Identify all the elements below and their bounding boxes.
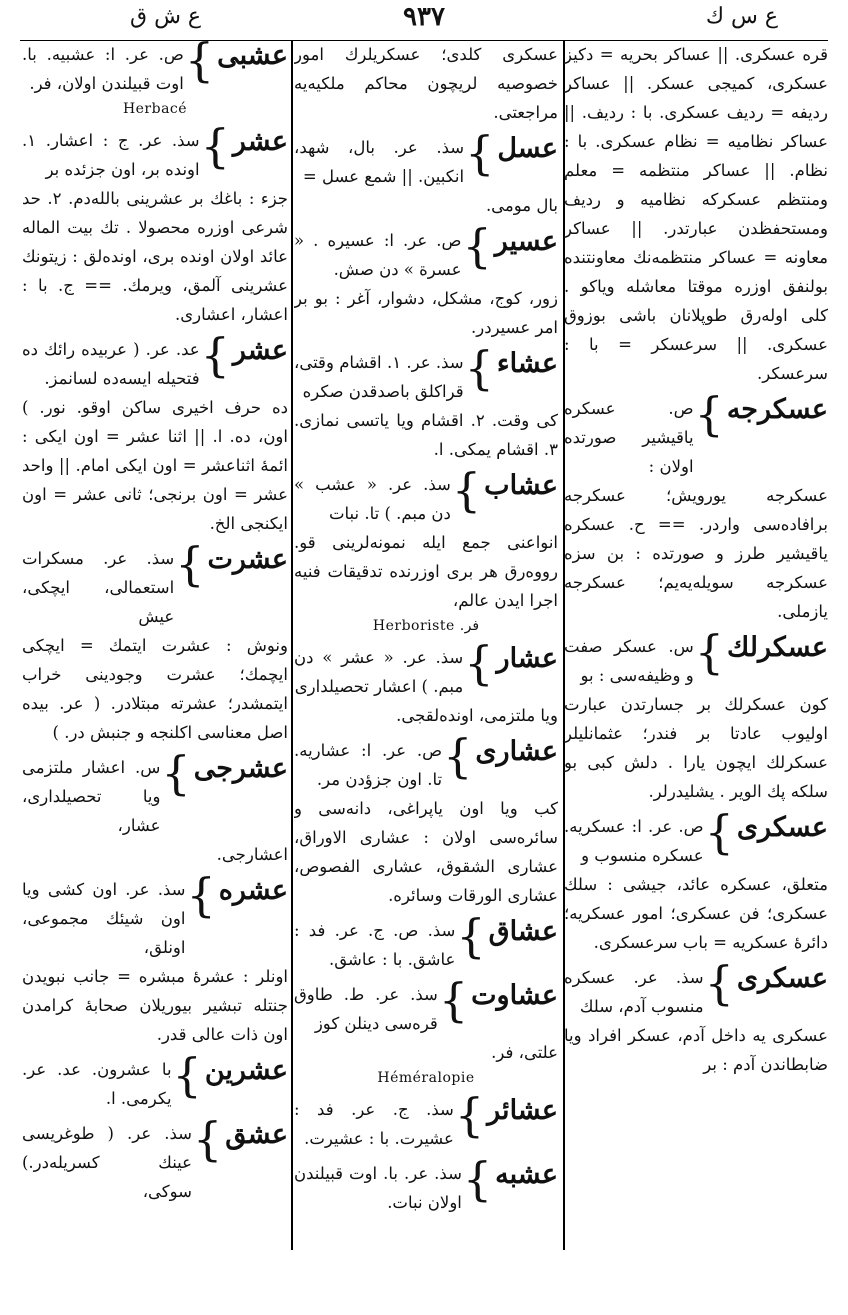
definition-text: جزء : باغك بر عشرینی بالله‌دم. ۲. حد شرعی اوزره محصولا . تك بیت المالە عائد اولان اونده بری، اونده‌لق : زیتونك عشرینی آلمق، ویرمك. == ج. ﺑﺎ : اعشار، اعشاری. — [22, 189, 288, 324]
headword: عشاوت — [471, 980, 558, 1011]
brace-glyph: { — [465, 126, 495, 180]
definition-first-lines: سذ. ص. ج. عر. فد : عاشق. ﺑﺎ : عاشق. — [294, 921, 456, 969]
entry-heading-row — [294, 341, 558, 406]
brace-glyph: { — [464, 636, 494, 690]
headword: عسکری — [736, 812, 828, 843]
brace-glyph: { — [462, 1152, 493, 1206]
dictionary-entry — [564, 625, 828, 806]
headword: عشرین — [204, 1055, 288, 1086]
brace-glyph: { — [172, 1048, 202, 1102]
headword: عشار — [496, 643, 558, 674]
column-left — [22, 40, 288, 1270]
brace-glyph: { — [193, 1112, 223, 1166]
definition-text: عسکری یه داخل آدم، عسکر افراد ویا ضابطاندن آدم : بر — [564, 1026, 828, 1074]
brace-glyph: { — [464, 341, 494, 395]
definition-first-lines: سذ. عر. « عشر » دن مبم. ) اعشار تحصیلداری — [294, 648, 464, 696]
definition-text: ویا ملتزمی، اونده‌لقجی. — [396, 706, 558, 725]
definition-first-lines: سذ. عر. ۱. اقشام وقتی، قراکلق باصدقدن صکره — [294, 353, 464, 401]
definition-first-lines: س. اعشار ملتزمی ویا تحصیلداری، عشار، — [22, 758, 161, 835]
page-header — [20, 0, 828, 41]
definition-first-lines: سذ. عر. اون کشی ویا اون شیئك مجموعی، اونلق، — [22, 880, 186, 957]
entry-heading-row — [294, 1152, 558, 1217]
entry-heading-row — [294, 463, 558, 528]
definition-first-lines: سذ. عر. « عشب » دن مبم. ) ﺗﺎ. نبات — [294, 475, 451, 523]
definition-first-lines: ص. عر. ا: عسیره . « عسرة » دن صش. — [294, 231, 462, 279]
dictionary-entry — [294, 973, 558, 1089]
definition-text: بال مومی. — [485, 196, 558, 215]
dictionary-entry — [294, 126, 558, 220]
entry-heading-row — [294, 219, 558, 284]
headword: عسکرلك — [727, 632, 828, 663]
headword: عشرت — [207, 544, 288, 575]
brace-glyph: { — [462, 219, 492, 273]
brace-glyph: { — [704, 805, 734, 859]
headword: عسیر — [494, 226, 558, 257]
definition-text: کون عسکرلك بر جسارتدن عبارت اولیوب عادتا بر فندر؛ عثمانلیلر عسکرلك ایچون یارا . دلش کبی بو سلکه پك الویر . یشلیدرلر. — [564, 695, 828, 801]
definition-text: انواعنی جمع ایله نمونه‌لرینی قو. رووه‌رق هر بری اوزرنده تدقیقات فنیه اجرا ایدن عالم، — [294, 533, 558, 610]
headword: عشاب — [484, 470, 558, 501]
headword: عشائر — [487, 1095, 558, 1126]
definition-first-lines: ص. عر. ا: عشاریه. ﺗﺎ. اون جزؤدن مر. — [294, 741, 443, 789]
french-equivalent: Herbacé — [122, 101, 188, 117]
page-number: ۹۳۷ — [403, 2, 445, 32]
entry-heading-row — [22, 40, 288, 98]
entry-heading-row — [564, 805, 828, 870]
definition-first-lines: سذ. عر. بال، شهد، انکبین. || شمع عسل = — [294, 138, 465, 186]
definition-first-lines: ص. عر. ا: عسکریه. عسکره منسوب و — [564, 817, 704, 865]
entry-heading-row — [564, 956, 828, 1021]
headword: عشر — [232, 126, 288, 157]
dictionary-entry — [22, 868, 288, 1049]
brace-glyph: { — [443, 729, 473, 783]
brace-glyph: { — [175, 537, 205, 591]
entry-heading-row — [22, 1112, 288, 1206]
dictionary-entry — [22, 119, 288, 329]
definition-first-lines: سذ. عر. ( طوغریسی عینك کسریله‌در.) سوکی، — [22, 1124, 192, 1201]
continuation-text: قره عسکری. || عساکر بحریه = دکیز عسکری، کمیجی عسکر. || عساکر ردیفه = ردیف عسکری. ﺑﺎ : ردیف. ||عساکر نظامیه = نظام عسکری. ﺑﺎ : نظام. || عساکر منتظمه = معلم ومنتظم عسکرکه نظامیه و ردیف ومستحفظدن عبارتدر. || عساکر معاونه = عساکر منتظمه‌نك معاونتنده بولنفق اوزره موقتا معاشله ویاکو . کلی اوله‌رق طوپلانان باشی بوزوق عسکری. || سرعسکر = ﺑﺎ : سرعسکر. — [564, 45, 828, 383]
entry-heading-row — [22, 868, 288, 962]
entry-heading-row — [564, 387, 828, 481]
entry-heading-row — [294, 909, 558, 974]
headword: عشرجی — [193, 753, 288, 784]
brace-glyph: { — [186, 868, 216, 922]
dictionary-entry — [22, 328, 288, 538]
definition-text: علتی، فر. — [491, 1043, 558, 1062]
header-right-guide: ع س ك — [705, 4, 778, 29]
brace-glyph: { — [704, 956, 734, 1010]
dictionary-entry — [22, 537, 288, 747]
dictionary-entry — [564, 956, 828, 1079]
entry-heading-row — [294, 729, 558, 794]
column-middle — [294, 40, 558, 1270]
brace-glyph: { — [438, 973, 469, 1027]
headword: عسکرجه — [726, 394, 828, 425]
entry-heading-row — [564, 625, 828, 690]
headword: عشاری — [475, 736, 558, 767]
brace-glyph: { — [184, 40, 215, 87]
dictionary-columns — [22, 40, 828, 1270]
entry-heading-row — [22, 537, 288, 631]
headword: عسل — [497, 133, 558, 164]
dictionary-entry — [22, 1048, 288, 1113]
definition-first-lines: عد. عر. ( عربیده رائك ده فتحیله ایسه‌ده لسانمز. — [22, 340, 200, 388]
continuation-text: عسکری کلدی؛ عسکریلرك امور خصوصیه لریچون محاکم ملکیه‌یه مراجعتی. — [294, 45, 558, 122]
brace-glyph: { — [454, 1088, 485, 1142]
definition-text: ونوش : عشرت ایتمك = ایچکی ایچمك؛ عشرت وجودینی خراب ایتمشدر؛ عشرته مبتلادر. ( عر. بیده اصل معناسی اکلنجه و جنبش در. ) — [22, 636, 288, 742]
definition-text: اونلر : عشرۀ مبشره = جانب نبویدن جنتله تبشیر بیوریلان صحابۀ کرامدن اون ذات عالی قدر. — [22, 967, 288, 1044]
definition-first-lines: ص. عسکره یاقیشیر صورتده اولان : — [564, 399, 694, 476]
entry-heading-row — [294, 636, 558, 701]
dictionary-entry — [294, 341, 558, 464]
brace-glyph: { — [161, 746, 191, 800]
dictionary-entry — [294, 909, 558, 974]
french-equivalent: Héméralopie — [377, 1070, 475, 1086]
definition-first-lines: سذ. عر. ﺑﺎ. اوت قبیلندن اولان نبات. — [294, 1164, 462, 1212]
headword: عشق — [225, 1119, 288, 1150]
dictionary-entry — [294, 1088, 558, 1153]
dictionary-entry — [294, 463, 558, 637]
definition-text: عسکرجه یورویش؛ عسکرجه برافاده‌سی واردر. == ح. عسکره یاقیشیر طرز و صورتده : بن سزه عسکرجه سویله‌یه‌یم؛ عسکرجه یازملی. — [564, 486, 828, 621]
definition-first-lines: ص. عر. ا: عشبیه. ﺑﺎ. اوت قبیلندن اولان، فر. — [22, 45, 184, 93]
dictionary-entry — [294, 729, 558, 910]
brace-glyph: { — [200, 119, 230, 173]
column-right — [564, 40, 828, 1270]
dictionary-entry — [22, 1112, 288, 1206]
entry-heading-row — [22, 746, 288, 840]
definition-first-lines: س. عسکر صفت و وظیفه‌سی : بو — [564, 637, 694, 685]
entry-heading-row — [22, 1048, 288, 1113]
headword: عشر — [232, 335, 288, 366]
definition-first-lines: سذ. عر. ج : اعشار. ۱. اونده بر، اون جزئده بر — [22, 131, 200, 179]
headword: عشبه — [495, 1159, 558, 1190]
brace-glyph: { — [694, 625, 724, 679]
entry-heading-row — [294, 126, 558, 191]
dictionary-entry — [294, 219, 558, 342]
brace-glyph: { — [200, 328, 230, 382]
definition-first-lines: سذ. عر. مسکرات استعمالی، ایچکی، عیش — [22, 549, 175, 626]
definition-text: کب ویا اون یاپراغی، دانه‌سی و سائره‌سی اولان : عشاری الاوراق، عشاری الشقوق، عشاری الفصوص، عشاری الورقات وسائره. — [294, 799, 558, 905]
headword: عسکری — [736, 963, 828, 994]
headword: عشبی — [217, 40, 288, 71]
definition-text: کی وقت. ۲. اقشام ویا یاتسی نمازی. ۳. اقشام یمکی. ا. — [294, 411, 558, 459]
definition-first-lines: سذ. عر. ط. طاوق قره‌سی دینلن کوز — [294, 985, 438, 1033]
entry-heading-row — [22, 328, 288, 393]
brace-glyph: { — [451, 463, 482, 517]
dictionary-entry — [294, 1152, 558, 1217]
definition-text: ده حرف اخیری ساکن اوقو. نور. ) اون، ده. ا. || اثنا عشر = اون ایکی : ائمۀ اثناعشر = اون ایکی امام. || واحد عشر = اون برنجی؛ ثانی عشر = اون ایکنجی الخ. — [22, 398, 288, 533]
header-left-guide: ع ش ق — [130, 4, 202, 29]
definition-text: اعشارجی. — [216, 845, 288, 864]
definition-text: زور، کوج، مشکل، دشوار، آغر : بو بر امر عسیردر. — [294, 289, 558, 337]
definition-first-lines: سذ. عر. عسکره منسوب آدم، سلك — [564, 968, 704, 1016]
brace-glyph: { — [694, 387, 724, 441]
dictionary-entry — [294, 636, 558, 730]
dictionary-entry — [564, 387, 828, 626]
definition-first-lines: ﺑﺎ عشرون. عد. عر. یکرمی. ا. — [22, 1060, 172, 1108]
french-equivalent: Herboriste .فر — [372, 618, 480, 634]
headword: عشاق — [488, 916, 558, 947]
dictionary-entry — [22, 40, 288, 120]
dictionary-entry — [22, 746, 288, 869]
definition-first-lines: سذ. ج. عر. فد : عشیرت. ﺑﺎ : عشیرت. — [294, 1100, 454, 1148]
headword: عشره — [218, 875, 288, 906]
headword: عشاء — [496, 348, 558, 379]
entry-heading-row — [294, 1088, 558, 1153]
entry-heading-row — [294, 973, 558, 1038]
dictionary-entry — [564, 805, 828, 957]
brace-glyph: { — [456, 909, 486, 963]
entry-heading-row — [22, 119, 288, 184]
definition-text: متعلق، عسکره عائد، جیشی : سلك عسکری؛ فن عسکری؛ امور عسکریه؛ دائرۀ عسکریه = باب سرعسکری. — [564, 875, 828, 952]
